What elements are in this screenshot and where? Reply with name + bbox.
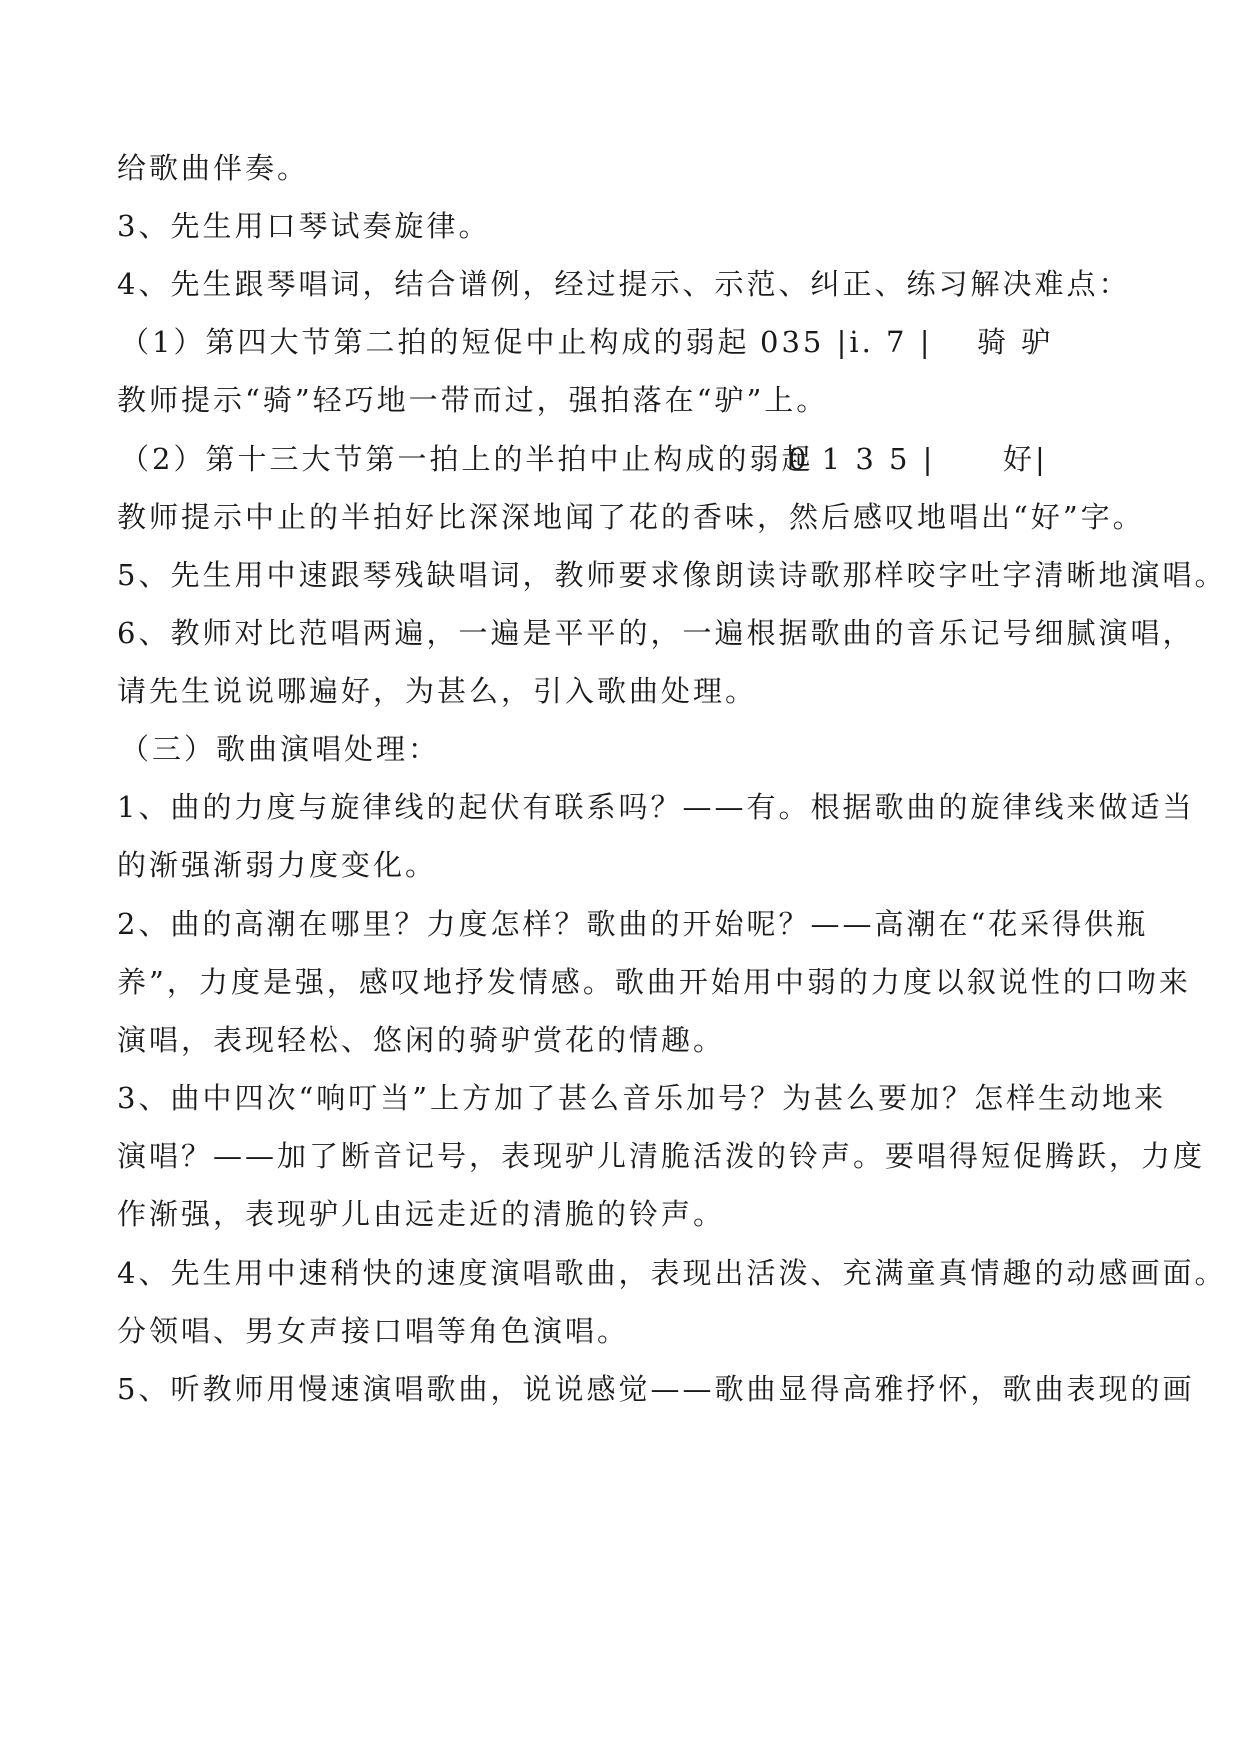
lyric-fragment: 好|: [1003, 442, 1048, 476]
notation-description: （1）第四大节第二拍的短促中止构成的弱起: [120, 325, 750, 359]
text-line: 6、教师对比范唱两遍，一遍是平平的，一遍根据歌曲的音乐记号细腻演唱，: [117, 616, 1195, 650]
music-notation: 0 1 3 5 |: [788, 442, 936, 476]
text-line: 请先生说说哪遍好，为甚么，引入歌曲处理。: [117, 674, 758, 708]
text-line: 4、先生跟琴唱词，结合谱例，经过提示、示范、纠正、练习解决难点：: [117, 267, 1131, 301]
text-line: 给歌曲伴奏。: [117, 151, 310, 185]
text-line-notation: [120, 439, 1140, 479]
text-line: 演唱？——加了断音记号，表现驴儿清脆活泼的铃声。要唱得短促腾跃，力度: [117, 1139, 1206, 1173]
text-line: 作渐强，表现驴儿由远走近的清脆的铃声。: [117, 1197, 726, 1231]
notation-description: （2）第十三大节第一拍上的半拍中止构成的弱起: [120, 442, 814, 476]
text-line: 5、听教师用慢速演唱歌曲，说说感觉——歌曲显得高雅抒怀，歌曲表现的画: [117, 1372, 1195, 1406]
lyric-fragment: 骑 驴: [977, 325, 1054, 359]
text-line: 5、先生用中速跟琴残缺唱词，教师要求像朗读诗歌那样咬字吐字清晰地演唱。: [117, 558, 1227, 592]
text-line: 养”，力度是强，感叹地抒发情感。歌曲开始用中弱的力度以叙说性的口吻来: [117, 965, 1191, 999]
text-line: 1、曲的力度与旋律线的起伏有联系吗？——有。根据歌曲的旋律线来做适当: [117, 790, 1195, 824]
text-line: 教师提示“骑”轻巧地一带而过，强拍落在“驴”上。: [117, 383, 829, 417]
text-line: 分领唱、男女声接口唱等角色演唱。: [117, 1314, 630, 1348]
text-line: 3、曲中四次“响叮当”上方加了甚么音乐加号？为甚么要加？怎样生动地来: [117, 1081, 1167, 1115]
music-notation: 035 |i. 7 |: [760, 325, 933, 359]
text-line-notation: [120, 322, 1140, 362]
text-line: 教师提示中止的半拍好比深深地闻了花的香味，然后感叹地唱出“好”字。: [117, 500, 1145, 534]
text-line: 3、先生用口琴试奏旋律。: [117, 209, 491, 243]
text-line: 4、先生用中速稍快的速度演唱歌曲，表现出活泼、充满童真情趣的动感画面。: [117, 1256, 1227, 1290]
text-line: 的渐强渐弱力度变化。: [117, 848, 438, 882]
text-line: 演唱，表现轻松、悠闲的骑驴赏花的情趣。: [117, 1023, 726, 1057]
text-line: 2、曲的高潮在哪里？力度怎样？歌曲的开始呢？——高潮在“花采得供瓶: [117, 907, 1149, 941]
section-heading: （三）歌曲演唱处理：: [120, 732, 441, 766]
